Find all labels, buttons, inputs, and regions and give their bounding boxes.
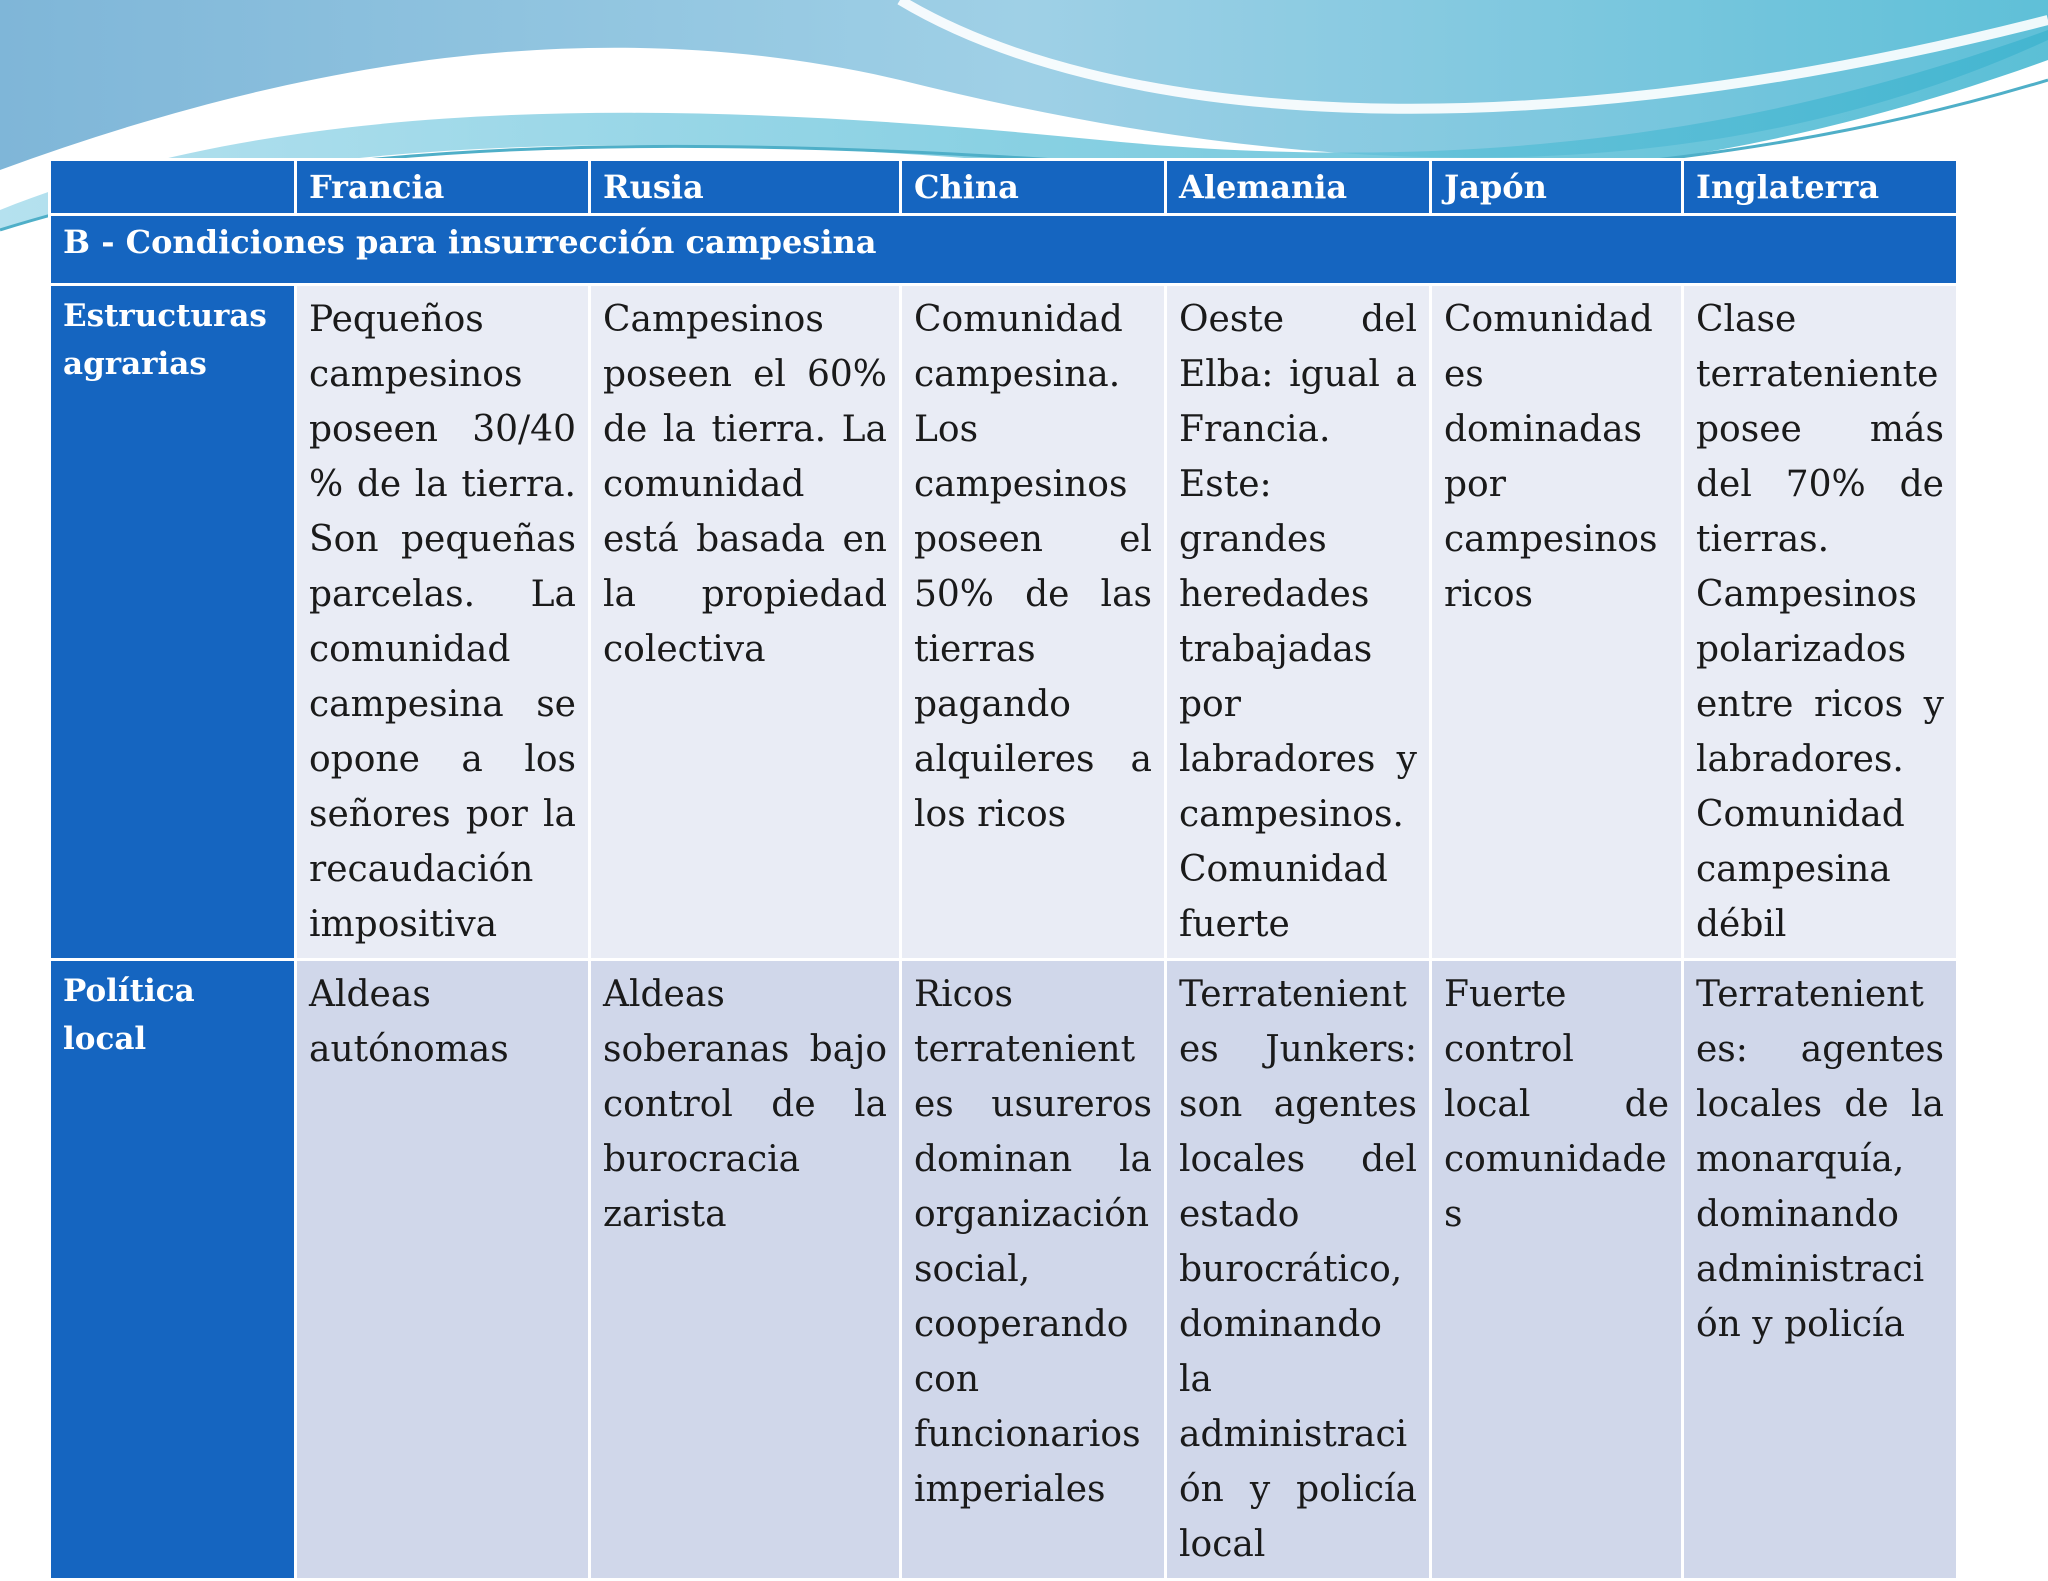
section-title: B - Condiciones para insurrección campesina xyxy=(50,215,1958,285)
header-japon: Japón xyxy=(1431,160,1683,215)
header-alemania: Alemania xyxy=(1166,160,1431,215)
cell-alemania: Terratenientes Junkers: son agentes locales del estado burocrático, dominando la administración y policía local xyxy=(1166,960,1431,1580)
row-label-politica: Política local xyxy=(50,960,296,1580)
cell-francia: Pequeños campesinos poseen 30/40 % de la tierra. Son pequeñas parcelas. La comunidad campesina se opone a los señores por la recaudación impositiva xyxy=(296,285,590,960)
table-row xyxy=(50,960,1958,1580)
section-row xyxy=(50,215,1958,285)
header-china: China xyxy=(901,160,1166,215)
cell-inglaterra: Terratenientes: agentes locales de la monarquía, dominando administración y policía xyxy=(1683,960,1958,1580)
table-row xyxy=(50,285,1958,960)
row-label-estructuras: Estructuras agrarias xyxy=(50,285,296,960)
cell-china: Comunidad campesina. Los campesinos poseen el 50% de las tierras pagando alquileres a los ricos xyxy=(901,285,1166,960)
cell-inglaterra: Clase terrateniente posee más del 70% de tierras. Campesinos polarizados entre ricos y labradores. Comunidad campesina débil xyxy=(1683,285,1958,960)
cell-japon: Fuerte control local de comunidades xyxy=(1431,960,1683,1580)
header-rusia: Rusia xyxy=(590,160,901,215)
header-empty xyxy=(50,160,296,215)
cell-rusia: Aldeas soberanas bajo control de la burocracia zarista xyxy=(590,960,901,1580)
cell-china: Ricos terratenientes usureros dominan la organización social, cooperando con funcionarios imperiales xyxy=(901,960,1166,1580)
header-row xyxy=(50,160,1958,215)
comparison-table xyxy=(48,158,1959,1581)
cell-rusia: Campesinos poseen el 60% de la tierra. La comunidad está basada en la propiedad colectiva xyxy=(590,285,901,960)
cell-francia: Aldeas autónomas xyxy=(296,960,590,1580)
cell-japon: Comunidades dominadas por campesinos ricos xyxy=(1431,285,1683,960)
header-francia: Francia xyxy=(296,160,590,215)
cell-alemania: Oeste del Elba: igual a Francia. Este: grandes heredades trabajadas por labradores y campesinos. Comunidad fuerte xyxy=(1166,285,1431,960)
header-inglaterra: Inglaterra xyxy=(1683,160,1958,215)
